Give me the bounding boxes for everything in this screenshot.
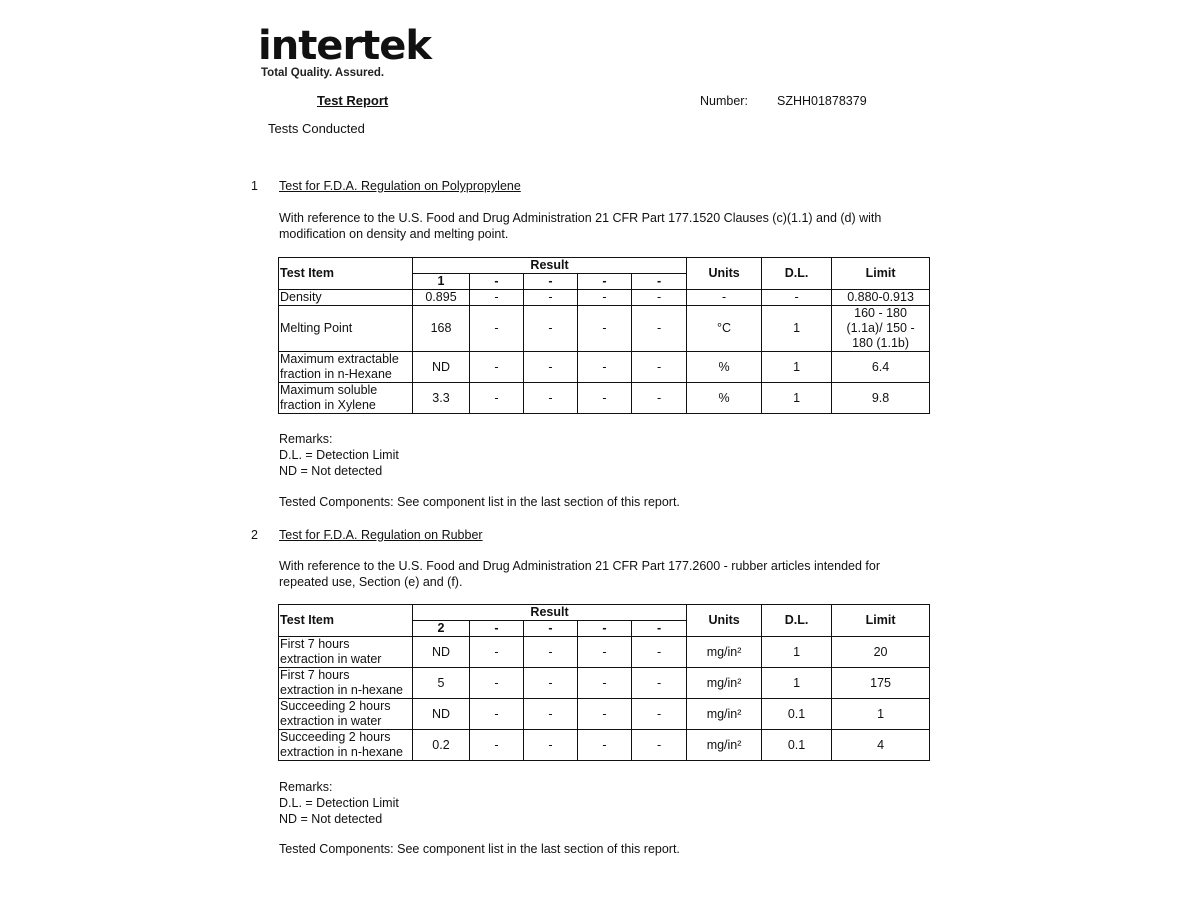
test-item-cell [279,730,413,761]
result-cell: - [470,637,524,668]
results-table-polypropylene [278,257,930,414]
limit-cell: 20 [832,637,930,668]
header-limit: Limit [832,258,930,290]
limit-cell: 0.880-0.913 [832,290,930,306]
result-cell: - [578,637,632,668]
result-cell: - [578,352,632,383]
result-cell: - [578,383,632,414]
remarks-block [279,779,399,827]
sub-header: 2 [413,621,470,637]
units-cell: mg/in² [687,637,762,668]
report-title: Test Report [317,93,389,108]
limit-cell [832,306,930,352]
result-cell: - [470,352,524,383]
limit-line: 180 (1.1b) [852,336,910,350]
description-line: With reference to the U.S. Food and Drug Administration 21 CFR Part 177.2600 - rubber articles intended for [279,559,881,573]
result-cell: ND [413,699,470,730]
tests-conducted-heading: Tests Conducted [268,121,365,136]
sub-header: - [632,621,687,637]
remarks-title: Remarks: [279,780,333,794]
dl-cell: - [762,290,832,306]
item-line: extraction in n-hexane [280,745,403,759]
remarks-block [279,431,399,479]
sub-header: - [578,621,632,637]
company-logo: intertek [258,23,432,69]
header-dl: D.L. [762,605,832,637]
sub-header: - [578,274,632,290]
header-test-item: Test Item [279,605,413,637]
remarks-line: D.L. = Detection Limit [279,796,399,810]
item-line: extraction in water [280,714,382,728]
test-item-cell [279,699,413,730]
result-cell: ND [413,352,470,383]
sub-header: - [470,274,524,290]
results-table-rubber [278,604,930,761]
header-units: Units [687,258,762,290]
result-cell: - [632,306,687,352]
result-cell: - [524,699,578,730]
units-cell: °C [687,306,762,352]
item-line: fraction in Xylene [280,398,376,412]
section-title: Test for F.D.A. Regulation on Polypropylene [279,179,521,193]
result-cell: 0.895 [413,290,470,306]
result-cell: - [470,290,524,306]
dl-cell: 0.1 [762,730,832,761]
limit-cell: 6.4 [832,352,930,383]
units-cell: mg/in² [687,699,762,730]
description-line: modification on density and melting point. [279,227,509,241]
section-description [279,210,929,242]
result-cell: - [632,383,687,414]
test-item-cell: Density [279,290,413,306]
units-cell: mg/in² [687,668,762,699]
item-line: First 7 hours [280,637,350,651]
result-cell: - [632,668,687,699]
result-cell: - [524,383,578,414]
result-cell: 3.3 [413,383,470,414]
result-cell: - [578,668,632,699]
result-cell: - [578,306,632,352]
limit-cell: 9.8 [832,383,930,414]
tested-components-note: Tested Components: See component list in the last section of this report. [279,842,680,856]
result-cell: - [524,730,578,761]
table-row [279,306,930,352]
result-cell: 0.2 [413,730,470,761]
section-number: 2 [251,528,258,542]
dl-cell: 1 [762,306,832,352]
result-cell: - [632,637,687,668]
header-result: Result [413,605,687,621]
result-cell: - [632,730,687,761]
result-cell: 5 [413,668,470,699]
result-cell: - [578,730,632,761]
test-item-cell: Melting Point [279,306,413,352]
test-item-cell [279,352,413,383]
item-line: extraction in n-hexane [280,683,403,697]
result-cell: - [524,668,578,699]
result-cell: - [578,290,632,306]
item-line: Succeeding 2 hours [280,699,391,713]
report-number-label: Number: [700,94,748,108]
dl-cell: 1 [762,383,832,414]
result-cell: - [470,383,524,414]
description-line: With reference to the U.S. Food and Drug Administration 21 CFR Part 177.1520 Clauses (c)(1.1) and (d) with [279,211,882,225]
item-line: extraction in water [280,652,382,666]
tested-components-note: Tested Components: See component list in the last section of this report. [279,495,680,509]
dl-cell: 1 [762,668,832,699]
dl-cell: 1 [762,637,832,668]
table-row [279,352,930,383]
test-item-cell [279,668,413,699]
units-cell: % [687,383,762,414]
table-row [279,699,930,730]
units-cell: % [687,352,762,383]
test-item-cell [279,383,413,414]
section-description [279,558,929,590]
result-cell: - [470,699,524,730]
test-item-cell [279,637,413,668]
result-cell: - [524,352,578,383]
item-line: fraction in n-Hexane [280,367,392,381]
description-line: repeated use, Section (e) and (f). [279,575,463,589]
table-row [279,668,930,699]
remarks-title: Remarks: [279,432,333,446]
result-cell: - [632,290,687,306]
item-line: Maximum extractable [280,352,399,366]
remarks-line: D.L. = Detection Limit [279,448,399,462]
limit-cell: 1 [832,699,930,730]
result-cell: - [632,699,687,730]
sub-header: 1 [413,274,470,290]
result-cell: - [524,306,578,352]
result-cell: - [470,730,524,761]
limit-cell: 175 [832,668,930,699]
table-row [279,290,930,306]
table-row [279,730,930,761]
result-cell: ND [413,637,470,668]
header-dl: D.L. [762,258,832,290]
remarks-line: ND = Not detected [279,812,383,826]
section-number: 1 [251,179,258,193]
result-cell: - [632,352,687,383]
header-units: Units [687,605,762,637]
report-number-value: SZHH01878379 [777,94,867,108]
sub-header: - [632,274,687,290]
table-row [279,637,930,668]
item-line: Maximum soluble [280,383,378,397]
remarks-line: ND = Not detected [279,464,383,478]
item-line: Succeeding 2 hours [280,730,391,744]
sub-header: - [470,621,524,637]
result-cell: - [470,668,524,699]
limit-line: (1.1a)/ 150 - [846,321,915,335]
sub-header: - [524,621,578,637]
result-cell: 168 [413,306,470,352]
section-title: Test for F.D.A. Regulation on Rubber [279,528,483,542]
table-row [279,383,930,414]
header-limit: Limit [832,605,930,637]
result-cell: - [524,290,578,306]
dl-cell: 0.1 [762,699,832,730]
result-cell: - [470,306,524,352]
limit-line: 160 - 180 [854,306,907,320]
limit-cell: 4 [832,730,930,761]
dl-cell: 1 [762,352,832,383]
item-line: First 7 hours [280,668,350,682]
sub-header: - [524,274,578,290]
result-cell: - [578,699,632,730]
result-cell: - [524,637,578,668]
header-test-item: Test Item [279,258,413,290]
units-cell: mg/in² [687,730,762,761]
logo-tagline: Total Quality. Assured. [261,67,385,79]
header-result: Result [413,258,687,274]
units-cell: - [687,290,762,306]
